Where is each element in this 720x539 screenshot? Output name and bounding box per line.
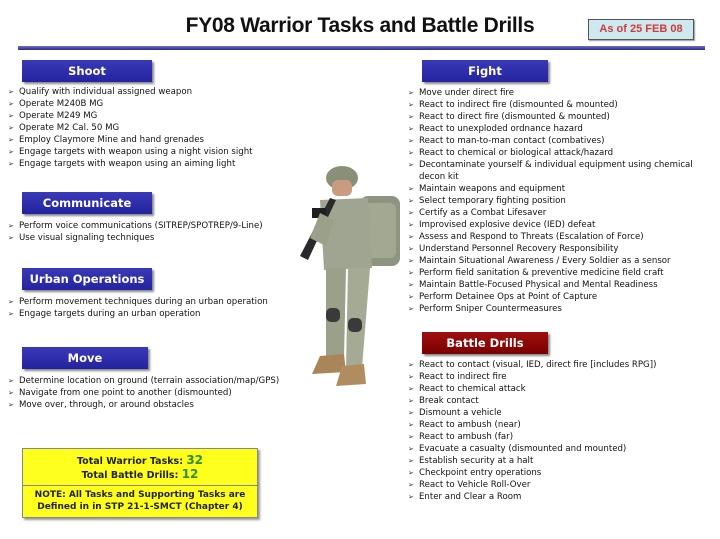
list-item: ➢ Perform voice communications (SITREP/SPOTREP/9-Line) <box>8 220 263 232</box>
list-item: ➢ Maintain Situational Awareness / Every Soldier as a sensor <box>408 255 699 267</box>
section-header-fight: Fight <box>422 60 548 82</box>
list-item: ➢ React to indirect fire (dismounted & mounted) <box>408 99 699 111</box>
list-item: ➢ Navigate from one point to another (dismounted) <box>8 387 279 399</box>
list-item: ➢ Dismount a vehicle <box>408 407 656 419</box>
warrior-tasks-count: 32 <box>186 453 204 467</box>
summary-totals-box <box>22 448 258 486</box>
list-item: ➢ Establish security at a halt <box>408 455 656 467</box>
soldier-figure-icon <box>290 158 410 390</box>
battle-drills-count: 12 <box>181 467 199 481</box>
list-item: ➢ Perform movement techniques during an urban operation <box>8 296 268 308</box>
list-item: ➢ Perform field sanitation & preventive medicine field craft <box>408 267 699 279</box>
section-header-move: Move <box>22 347 148 369</box>
list-item: ➢ React to unexploded ordnance hazard <box>408 123 699 135</box>
list-item: ➢ React to ambush (near) <box>408 419 656 431</box>
list-item: ➢ Certify as a Combat Lifesaver <box>408 207 699 219</box>
move-task-list <box>8 375 279 411</box>
list-item: ➢ Break contact <box>408 395 656 407</box>
list-item: ➢ React to chemical or biological attack/hazard <box>408 147 699 159</box>
list-item: ➢ Qualify with individual assigned weapon <box>8 86 253 98</box>
list-item: ➢ Maintain Battle-Focused Physical and Mental Readiness <box>408 279 699 291</box>
page-title: FY08 Warrior Tasks and Battle Drills <box>185 14 535 37</box>
list-item: ➢ Perform Sniper Countermeasures <box>408 303 699 315</box>
section-header-battle-drills: Battle Drills <box>422 332 548 354</box>
battle-drills-list <box>408 359 656 503</box>
list-item: ➢ React to contact (visual, IED, direct fire [includes RPG]) <box>408 359 656 371</box>
list-item: ➢ Select temporary fighting position <box>408 195 699 207</box>
fight-task-list <box>408 87 699 315</box>
list-item: ➢ Use visual signaling techniques <box>8 232 263 244</box>
section-header-urban-operations: Urban Operations <box>22 268 152 290</box>
list-item: ➢ Maintain weapons and equipment <box>408 183 699 195</box>
list-item: ➢ React to Vehicle Roll-Over <box>408 479 656 491</box>
list-item: ➢ Assess and Respond to Threats (Escalation of Force) <box>408 231 699 243</box>
list-item: ➢ Engage targets during an urban operation <box>8 308 268 320</box>
as-of-date-badge: As of 25 FEB 08 <box>588 19 694 40</box>
list-item: ➢ Engage targets with weapon using an aiming light <box>8 158 253 170</box>
list-item: ➢ React to ambush (far) <box>408 431 656 443</box>
list-item: ➢ Determine location on ground (terrain association/map/GPS) <box>8 375 279 387</box>
list-item: ➢ Understand Personnel Recovery Responsibility <box>408 243 699 255</box>
list-item: ➢ React to man-to-man contact (combatives) <box>408 135 699 147</box>
list-item: ➢ Evacuate a casualty (dismounted and mounted) <box>408 443 656 455</box>
title-divider <box>18 46 705 50</box>
list-item: ➢ Operate M249 MG <box>8 110 253 122</box>
list-item: ➢ Operate M2 Cal. 50 MG <box>8 122 253 134</box>
warrior-tasks-total <box>23 453 257 467</box>
note-box <box>22 485 258 518</box>
list-item: ➢ Enter and Clear a Room <box>408 491 656 503</box>
list-item: ➢ Checkpoint entry operations <box>408 467 656 479</box>
shoot-task-list <box>8 86 253 170</box>
list-item: ➢ Operate M240B MG <box>8 98 253 110</box>
list-item: ➢ Move over, through, or around obstacles <box>8 399 279 411</box>
battle-drills-label: Total Battle Drills: <box>81 470 179 481</box>
list-item: ➢ React to chemical attack <box>408 383 656 395</box>
note-line-1: NOTE: All Tasks and Supporting Tasks are <box>34 490 246 500</box>
warrior-tasks-label: Total Warrior Tasks: <box>76 456 184 467</box>
list-item: ➢ Move under direct fire <box>408 87 699 99</box>
list-item: ➢ React to indirect fire <box>408 371 656 383</box>
section-header-shoot: Shoot <box>22 60 152 82</box>
battle-drills-total <box>23 467 257 481</box>
list-item: ➢ Perform Detainee Ops at Point of Capture <box>408 291 699 303</box>
note-line-2: Defined in in STP 21-1-SMCT (Chapter 4) <box>37 502 243 512</box>
section-header-communicate: Communicate <box>22 192 152 214</box>
list-item: ➢ Decontaminate yourself & individual equipment using chemical decon kit <box>408 159 699 183</box>
list-item: ➢ Engage targets with weapon using a night vision sight <box>8 146 253 158</box>
list-item: ➢ Employ Claymore Mine and hand grenades <box>8 134 253 146</box>
communicate-task-list <box>8 220 263 244</box>
urban-operations-task-list <box>8 296 268 320</box>
list-item: ➢ React to direct fire (dismounted & mounted) <box>408 111 699 123</box>
list-item: ➢ Improvised explosive device (IED) defeat <box>408 219 699 231</box>
